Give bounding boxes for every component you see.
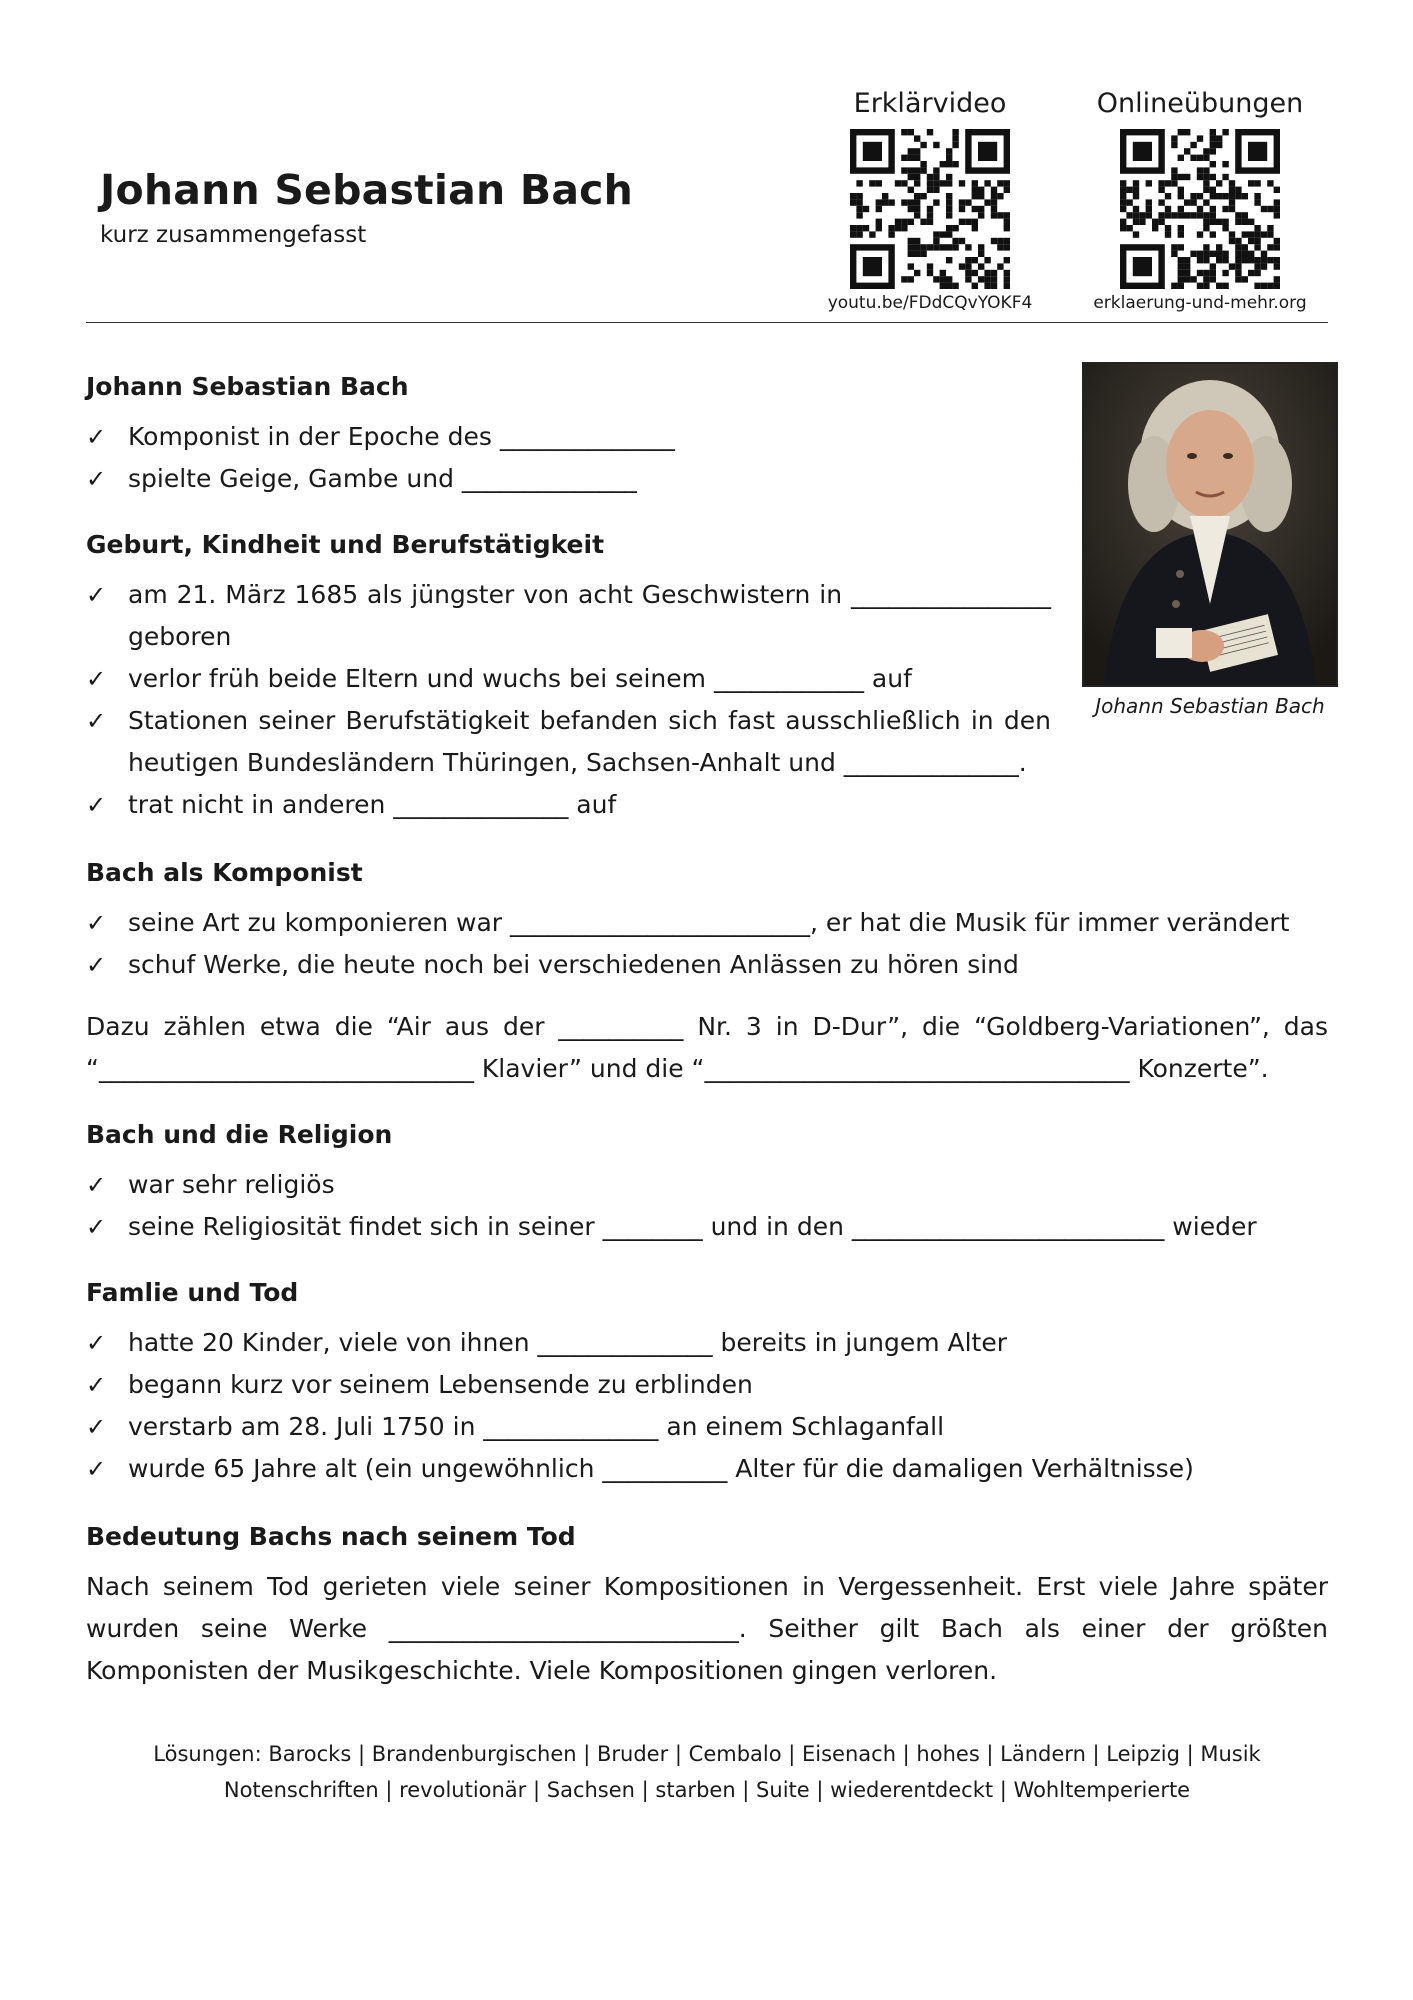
list-item bbox=[86, 1322, 1328, 1364]
list-item bbox=[86, 944, 1328, 986]
checkmark-icon: ✓ bbox=[86, 1455, 107, 1483]
checkmark-icon: ✓ bbox=[86, 1171, 107, 1199]
section-family-death bbox=[86, 1276, 1328, 1490]
solutions-line-1: Lösungen: Barocks | Brandenburgischen | Bruder | Cembalo | Eisenach | hohes | Ländern | Leipzig | Musik bbox=[153, 1742, 1261, 1766]
list-item bbox=[86, 784, 1051, 826]
checkmark-icon: ✓ bbox=[86, 1329, 107, 1357]
list-item bbox=[86, 1164, 1328, 1206]
bullet-list bbox=[86, 574, 1051, 826]
section-heading: Geburt, Kindheit und Berufstätigkeit bbox=[86, 530, 605, 559]
qr-code-icon[interactable] bbox=[1120, 129, 1280, 289]
works-paragraph: Dazu zählen etwa die “Air aus der __________ Nr. 3 in D-Dur”, die “Goldberg-Variationen”, das “______________________________ Klavier” und die “__________________________________ Konzerte”. bbox=[86, 1012, 1328, 1083]
list-item bbox=[86, 902, 1328, 944]
checkmark-icon: ✓ bbox=[86, 1213, 107, 1241]
checkmark-icon: ✓ bbox=[86, 951, 107, 979]
list-item-text: seine Art zu komponieren war ________________________, er hat die Musik für immer verändert bbox=[128, 908, 1290, 937]
section-heading: Bedeutung Bachs nach seinem Tod bbox=[86, 1522, 576, 1551]
page-subtitle: kurz zusammengefasst bbox=[100, 222, 367, 248]
list-item bbox=[86, 1364, 1328, 1406]
legacy-paragraph: Nach seinem Tod gerieten viele seiner Kompositionen in Vergessenheit. Erst viele Jahre später wurden seine Werke ____________________________. Seither gilt Bach als einer der größten Komponisten der Musikgeschichte. Viele Kompositionen gingen verloren. bbox=[86, 1572, 1328, 1685]
list-item-text: am 21. März 1685 als jüngster von acht Geschwistern in ________________ geboren bbox=[128, 580, 1051, 651]
list-item-text: schuf Werke, die heute noch bei verschiedenen Anlässen zu hören sind bbox=[128, 950, 1019, 979]
list-item-text: verlor früh beide Eltern und wuchs bei seinem ____________ auf bbox=[128, 664, 912, 693]
checkmark-icon: ✓ bbox=[86, 665, 107, 693]
list-item-text: wurde 65 Jahre alt (ein ungewöhnlich __________ Alter für die damaligen Verhältnisse) bbox=[128, 1454, 1194, 1483]
section-birth-career bbox=[86, 528, 1051, 826]
qr-video-label: Erklärvideo bbox=[853, 88, 1007, 119]
list-item-text: Stationen seiner Berufstätigkeit befanden sich fast ausschließlich in den heutigen Bundesländern Thüringen, Sachsen-Anhalt und ______________. bbox=[128, 706, 1051, 777]
section-heading: Bach als Komponist bbox=[86, 858, 363, 887]
list-item bbox=[86, 574, 1051, 658]
checkmark-icon: ✓ bbox=[86, 791, 107, 819]
list-item-text: Komponist in der Epoche des ______________ bbox=[128, 422, 675, 451]
list-item-text: hatte 20 Kinder, viele von ihnen ______________ bereits in jungem Alter bbox=[128, 1328, 1008, 1357]
qr-exercise-block[interactable] bbox=[1070, 88, 1330, 313]
list-item-text: war sehr religiös bbox=[128, 1170, 335, 1199]
checkmark-icon: ✓ bbox=[86, 707, 107, 735]
list-item-text: spielte Geige, Gambe und ______________ bbox=[128, 464, 637, 493]
checkmark-icon: ✓ bbox=[86, 465, 107, 493]
list-item-text: trat nicht in anderen ______________ auf bbox=[128, 790, 617, 819]
list-item-text: seine Religiosität findet sich in seiner ________ und in den _________________________ wieder bbox=[128, 1212, 1257, 1241]
section-religion bbox=[86, 1118, 1328, 1248]
list-item bbox=[86, 416, 1051, 458]
qr-video-block[interactable] bbox=[805, 88, 1055, 313]
solutions-box bbox=[86, 1736, 1328, 1808]
list-item bbox=[86, 1406, 1328, 1448]
bullet-list bbox=[86, 416, 1051, 500]
header-divider bbox=[86, 322, 1328, 323]
checkmark-icon: ✓ bbox=[86, 423, 107, 451]
section-heading: Johann Sebastian Bach bbox=[86, 372, 409, 401]
qr-video-url[interactable]: youtu.be/FDdCQvYOKF4 bbox=[827, 293, 1033, 313]
section-overview bbox=[86, 370, 1051, 500]
list-item bbox=[86, 1206, 1328, 1248]
checkmark-icon: ✓ bbox=[86, 581, 107, 609]
bullet-list bbox=[86, 902, 1328, 986]
list-item bbox=[86, 458, 1051, 500]
list-item bbox=[86, 1448, 1328, 1490]
portrait-image bbox=[1082, 362, 1338, 687]
bullet-list bbox=[86, 1164, 1328, 1248]
section-composer bbox=[86, 856, 1328, 1090]
list-item bbox=[86, 658, 1051, 700]
list-item-text: verstarb am 28. Juli 1750 in ______________ an einem Schlaganfall bbox=[128, 1412, 945, 1441]
checkmark-icon: ✓ bbox=[86, 1371, 107, 1399]
qr-code-icon[interactable] bbox=[850, 129, 1010, 289]
section-heading: Bach und die Religion bbox=[86, 1120, 393, 1149]
checkmark-icon: ✓ bbox=[86, 909, 107, 937]
solutions-line-2: Notenschriften | revolutionär | Sachsen | starben | Suite | wiederentdeckt | Wohltemperierte bbox=[223, 1778, 1191, 1802]
section-heading: Famlie und Tod bbox=[86, 1278, 299, 1307]
page-title: Johann Sebastian Bach bbox=[100, 166, 634, 214]
qr-exercise-url[interactable]: erklaerung-und-mehr.org bbox=[1093, 293, 1307, 313]
list-item bbox=[86, 700, 1051, 784]
qr-exercise-label: Onlineübungen bbox=[1096, 88, 1304, 119]
bullet-list bbox=[86, 1322, 1328, 1490]
portrait-caption: Johann Sebastian Bach bbox=[1095, 694, 1325, 718]
checkmark-icon: ✓ bbox=[86, 1413, 107, 1441]
list-item-text: begann kurz vor seinem Lebensende zu erblinden bbox=[128, 1370, 753, 1399]
section-legacy bbox=[86, 1520, 1328, 1692]
